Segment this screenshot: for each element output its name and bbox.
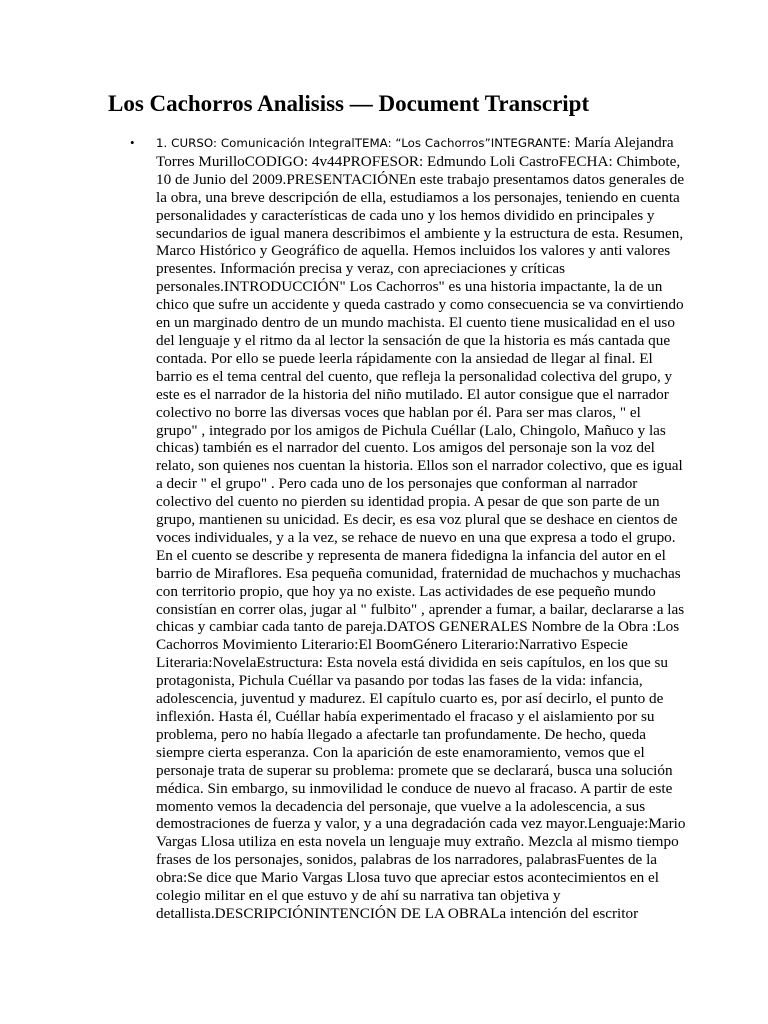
transcript-body-text: María Alejandra Torres MurilloCODIGO: 4v44PROFESOR: Edmundo Loli CastroFECHA: Chimbote, 10 de Junio del 2009.PRESENTACIÓNEn este trabajo presentamos datos generales de la obra, una breve descripción de ella, estudiamos a los personajes, teniendo en cuenta personalidades y características de cada uno y los hemos dividido en principales y secundarios de igual manera describimos el ambiente y la estructura de esta. Resumen, Marco Histórico y Geográfico de aquella. Hemos incluidos los valores y anti valores presentes. Información precisa y veraz, con apreciaciones y críticas personales.INTRODUCCIÓN" Los Cachorros" es una historia impactante, la de un chico que sufre un accidente y queda castrado y como consecuencia se va convirtiendo en un marginado dentro de un mundo machista. El cuento tiene musicalidad en el uso del lenguaje y el ritmo da al lector la sensación de que la historia es más cantada que contada. Por ello se puede leerla rápidamente con la ansiedad de llegar al final. El barrio es el tema central del cuento, que refleja la personalidad colectiva del grupo, y este es el narrador de la historia del niño mutilado. El autor consigue que el narrador colectivo no borre las diversas voces que hablan por él. Para ser mas claros, " el grupo" , integrado por los amigos de Pichula Cuéllar (Lalo, Chingolo, Mañuco y las chicas) también es el narrador del cuento. Los amigos del personaje son la voz del relato, son quienes nos cuentan la historia. Ellos son el narrador colectivo, que es igual a decir " el grupo" . Pero cada uno de los personajes que conforman al narrador colectivo del cuento no pierden su identidad propia. A pesar de que son parte de un grupo, mantienen su unicidad. Es decir, es esa voz plural que se deshace en cientos de voces individuales, y a la vez, se rehace de nuevo en una que expresa a todo el grupo. En el cuento se describe y representa de manera fidedigna la infancia del autor en el barrio de Miraflores. Esa pequeña comunidad, fraternidad de muchachos y muchachas con territorio propio, que hoy ya no existe. Las actividades de ese pequeño mundo consistían en correr olas, jugar al " fulbito" , aprender a fumar, a bailar, declararse a las chicas y cambiar cada tanto de pareja.DATOS GENERALES Nombre de la Obra :Los Cachorros Movimiento Literario:El BoomGénero Literario:Narrativo Especie Literaria:NovelaEstructura: Esta novela está dividida en seis capítulos, en los que su protagonista, Pichula Cuéllar va pasando por todas las fases de la vida: infancia, adolescencia, juventud y madurez. El capítulo cuarto es, por así decirlo, el punto de inflexión. Hasta él, Cuéllar había experimentado el fracaso y el aislamiento por su problema, pero no había llegado a afectarle tan profundamente. De hecho, queda siempre cierta esperanza. Con la aparición de este enamoramiento, vemos que el personaje trata de superar su problema: promete que se declarará, busca una solución médica. Sin embargo, su inmovilidad le conduce de nuevo al fracaso. A partir de este momento vemos la decadencia del personaje, que vuelve a la adolescencia, a sus demostraciones de fuerza y valor, y a una degradación cada vez mayor.Lenguaje:Mario Vargas Llosa utiliza en esta novela un lenguaje muy extraño. Mezcla al mismo tiempo frases de los personajes, sonidos, palabras de los narradores, palabrasFuentes de la obra:Se dice que Mario Vargas Llosa tuvo que apreciar estos acontecimientos en el colegio militar en el que estuvo y de ahí su narrativa tan objetiva y detallista.DESCRIPCIÓNINTENCIÓN DE LA OBRALa intención del escritor (156, 134, 686, 922)
slide-heading-text: 1. CURSO: Comunicación IntegralTEMA: “Los Cachorros”INTEGRANTE: (156, 136, 571, 150)
bullet-icon: • (130, 135, 135, 150)
page-title: Los Cachorros Analisiss — Document Transcript (108, 91, 590, 116)
list-item (130, 134, 686, 923)
transcript-list (132, 134, 686, 923)
